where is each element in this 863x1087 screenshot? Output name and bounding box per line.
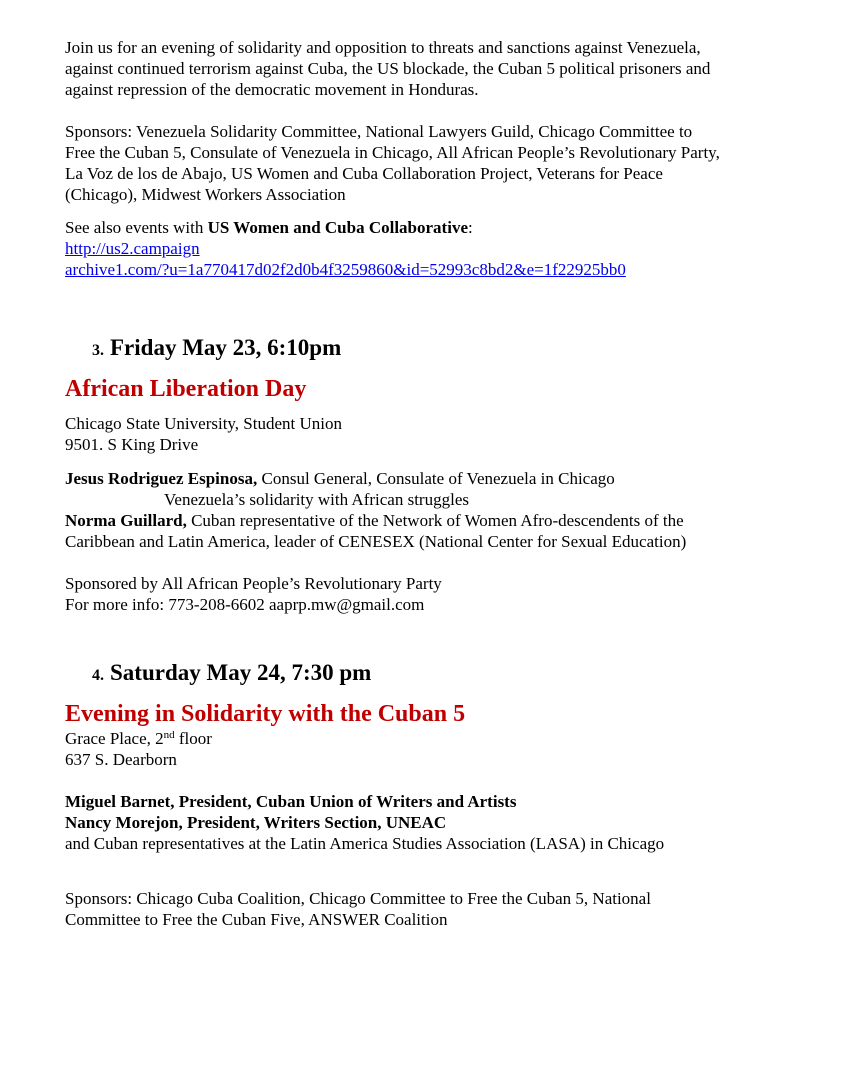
event-3-speaker-2-name: Norma Guillard, bbox=[65, 511, 187, 530]
see-also-paragraph bbox=[65, 217, 855, 280]
sponsors-line: La Voz de los de Abajo, US Women and Cuba Collaboration Project, Veterans for Peace bbox=[65, 164, 663, 183]
sponsors-paragraph bbox=[65, 121, 855, 205]
event-3 bbox=[65, 334, 855, 615]
intro-line: against repression of the democratic movement in Honduras. bbox=[65, 80, 479, 99]
event-4-speaker-2-text: Nancy Morejon, President, Writers Section, UNEAC bbox=[65, 813, 447, 832]
event-3-speaker-1-name: Jesus Rodriguez Espinosa, bbox=[65, 469, 258, 488]
event-4-venue-name: Grace Place, 2 bbox=[65, 729, 164, 748]
event-4-venue-superscript: nd bbox=[163, 729, 175, 741]
event-3-speaker-1 bbox=[65, 468, 855, 489]
sponsors-line: Free the Cuban 5, Consulate of Venezuela in Chicago, All African People’s Revolutionary Party, bbox=[65, 143, 720, 162]
event-4-speaker-1 bbox=[65, 791, 855, 812]
event-4-title: Evening in Solidarity with the Cuban 5 bbox=[65, 701, 466, 727]
event-4-heading bbox=[92, 659, 855, 690]
campaign-archive-link[interactable] bbox=[65, 238, 855, 280]
event-4-other-speakers: and Cuban representatives at the Latin America Studies Association (LASA) in Chicago bbox=[65, 834, 665, 853]
document-body bbox=[65, 37, 855, 930]
see-also-organization: US Women and Cuba Collaborative bbox=[207, 218, 468, 237]
sponsors-line: (Chicago), Midwest Workers Association bbox=[65, 185, 346, 204]
event-4-venue-floor: floor bbox=[174, 729, 212, 748]
event-4-venue bbox=[65, 728, 855, 749]
campaign-archive-link-line2: archive1.com/?u=1a770417d02f2d0b4f3259860&id=52993c8bd2&e=1f22925bb0 bbox=[65, 260, 626, 279]
event-3-speaker-2-role: Cuban representative of the Network of Women Afro-descendents of the bbox=[186, 511, 684, 530]
event-3-speaker-1-topic: Venezuela’s solidarity with African struggles bbox=[164, 490, 469, 509]
event-4-speaker-2 bbox=[65, 812, 855, 833]
event-4-date: Saturday May 24, 7:30 pm bbox=[110, 660, 372, 685]
event-3-speaker-2 bbox=[65, 510, 855, 531]
see-also-prefix: See also events with bbox=[65, 218, 208, 237]
event-4-number: 4. bbox=[92, 667, 104, 684]
event-3-date: Friday May 23, 6:10pm bbox=[110, 335, 342, 360]
event-3-venue: Chicago State University, Student Union bbox=[65, 414, 343, 433]
sponsors-line: Sponsors: Venezuela Solidarity Committee, National Lawyers Guild, Chicago Committee to bbox=[65, 122, 693, 141]
event-4 bbox=[65, 659, 855, 930]
event-3-number: 3. bbox=[92, 342, 104, 359]
event-3-address: 9501. S King Drive bbox=[65, 435, 199, 454]
event-3-title: African Liberation Day bbox=[65, 376, 307, 402]
event-3-speaker-1-role: Consul General, Consulate of Venezuela in Chicago bbox=[257, 469, 615, 488]
intro-line: against continued terrorism against Cuba, the US blockade, the Cuban 5 political prisoners and bbox=[65, 59, 711, 78]
intro-paragraph bbox=[65, 37, 855, 100]
event-3-contact-info: For more info: 773-208-6602 aaprp.mw@gmail.com bbox=[65, 595, 425, 614]
see-also-suffix: : bbox=[468, 218, 473, 237]
campaign-archive-link-line1: http://us2.campaign bbox=[65, 239, 200, 258]
event-4-address: 637 S. Dearborn bbox=[65, 750, 177, 769]
event-3-speaker-2-role-continued: Caribbean and Latin America, leader of CENESEX (National Center for Sexual Education) bbox=[65, 532, 687, 551]
event-4-sponsors-continued: Committee to Free the Cuban Five, ANSWER Coalition bbox=[65, 910, 448, 929]
event-4-speaker-1-text: Miguel Barnet, President, Cuban Union of Writers and Artists bbox=[65, 792, 517, 811]
intro-line: Join us for an evening of solidarity and opposition to threats and sanctions against Venezuela, bbox=[65, 38, 701, 57]
event-4-sponsors: Sponsors: Chicago Cuba Coalition, Chicago Committee to Free the Cuban 5, National bbox=[65, 889, 651, 908]
see-also-line bbox=[65, 217, 855, 238]
event-3-sponsor: Sponsored by All African People’s Revolutionary Party bbox=[65, 574, 442, 593]
event-3-heading bbox=[92, 334, 855, 365]
